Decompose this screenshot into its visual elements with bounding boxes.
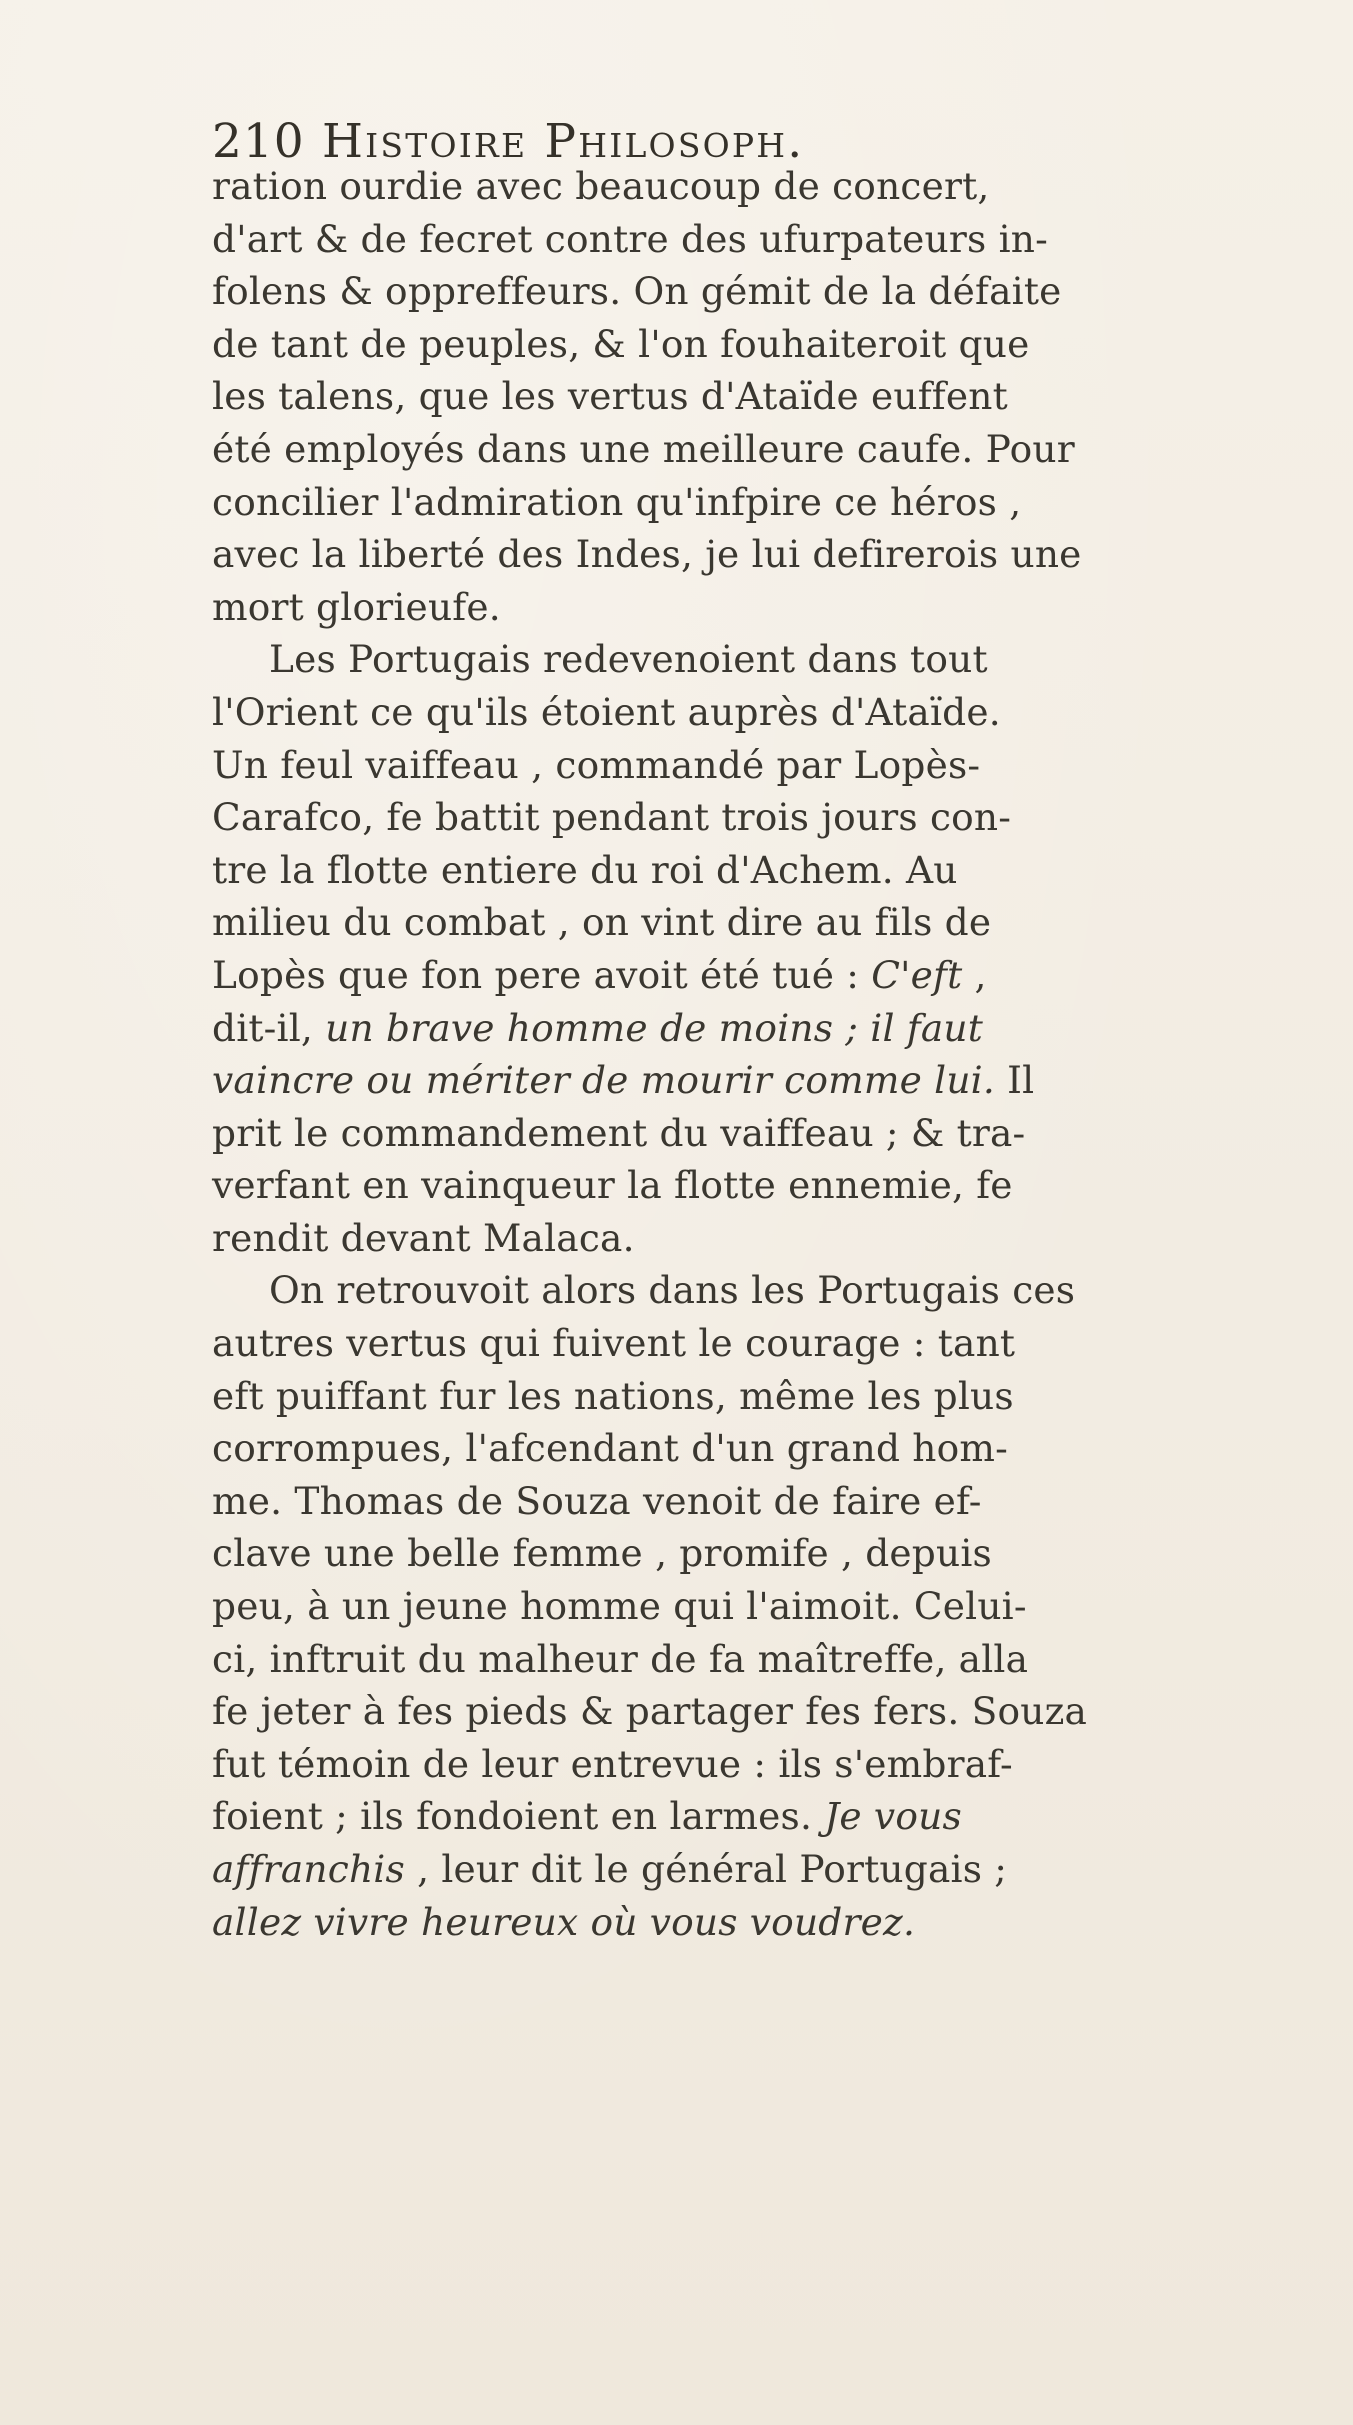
text-line xyxy=(212,1896,1252,1949)
text-line: clave une belle femme , promife , depuis xyxy=(212,1531,992,1576)
text-line: verfant en vainqueur la flotte ennemie, fe xyxy=(212,1163,1013,1208)
text-line: peu, à un jeune homme qui l'aimoit. Celui- xyxy=(212,1584,1027,1629)
text-line: Carafco, fe battit pendant trois jours con- xyxy=(212,795,1012,840)
text-line: avec la liberté des Indes, je lui defirerois une xyxy=(212,532,1082,577)
text-line: folens & oppreffeurs. On gémit de la défaite xyxy=(212,269,1062,314)
text-line: affranchis , leur dit le général Portugais ; xyxy=(212,1847,1008,1891)
text-line: autres vertus qui fuivent le courage : tant xyxy=(212,1321,1016,1366)
text-line: prit le commandement du vaiffeau ; & tra- xyxy=(212,1110,1026,1155)
text-line: concilier l'admiration qu'infpire ce héros , xyxy=(212,479,1022,524)
text-line: de tant de peuples, & l'on fouhaiteroit que xyxy=(212,321,1030,366)
text-line-paragraph-start: On retrouvoit alors dans les Portugais ces xyxy=(269,1268,1076,1313)
italic-quote: C'eft xyxy=(871,952,963,997)
text-line: rendit devant Malaca. xyxy=(212,1215,635,1260)
text-line: foient ; ils fondoient en larmes. Je vous xyxy=(212,1794,962,1839)
text-line: eft puiffant fur les nations, même les plus xyxy=(212,1373,1014,1418)
text-line: été employés dans une meilleure caufe. Pour xyxy=(212,426,1075,471)
text-line: vaincre ou mériter de mourir comme lui. Il xyxy=(212,1058,1035,1103)
text-line: d'art & de fecret contre des ufurpateurs in- xyxy=(212,216,1048,261)
text-line: Lopès que fon pere avoit été tué : C'eft , xyxy=(212,952,987,997)
text-line: me. Thomas de Souza venoit de faire ef- xyxy=(212,1478,982,1523)
italic-quote: affranchis xyxy=(212,1847,405,1891)
text-line: dit-il, un brave homme de moins ; il faut xyxy=(212,1005,984,1050)
text-line: fe jeter à fes pieds & partager fes fers. Souza xyxy=(212,1689,1088,1734)
text-line: mort glorieufe. xyxy=(212,584,501,629)
italic-quote: un brave homme de moins ; il faut xyxy=(325,1005,984,1050)
italic-quote: allez vivre heureux où vous voudrez. xyxy=(212,1899,916,1944)
text-line: ci, inftruit du malheur de fa maîtreffe, alla xyxy=(212,1636,1029,1681)
text-line: fut témoin de leur entrevue : ils s'embraf- xyxy=(212,1741,1013,1786)
text-line: tre la flotte entiere du roi d'Achem. Au xyxy=(212,847,958,892)
text-line: ration ourdie avec beaucoup de concert, xyxy=(212,164,990,208)
text-line: les talens, que les vertus d'Ataïde euffent xyxy=(212,374,1008,419)
text-line: milieu du combat , on vint dire au fils de xyxy=(212,900,992,945)
text-line: corrompues, l'afcendant d'un grand hom- xyxy=(212,1426,1009,1471)
running-title: Histoire Philosoph. xyxy=(322,114,805,169)
text-line: l'Orient ce qu'ils étoient auprès d'Ataïde. xyxy=(212,689,1001,734)
text-line: Un feul vaiffeau , commandé par Lopès- xyxy=(212,742,981,787)
italic-quote: vaincre ou mériter de mourir comme lui. xyxy=(212,1058,995,1103)
body-text xyxy=(212,160,1252,1948)
text-line-paragraph-start: Les Portugais redevenoient dans tout xyxy=(269,637,988,682)
italic-quote: Je vous xyxy=(824,1794,962,1839)
page-number: 210 xyxy=(212,114,305,169)
